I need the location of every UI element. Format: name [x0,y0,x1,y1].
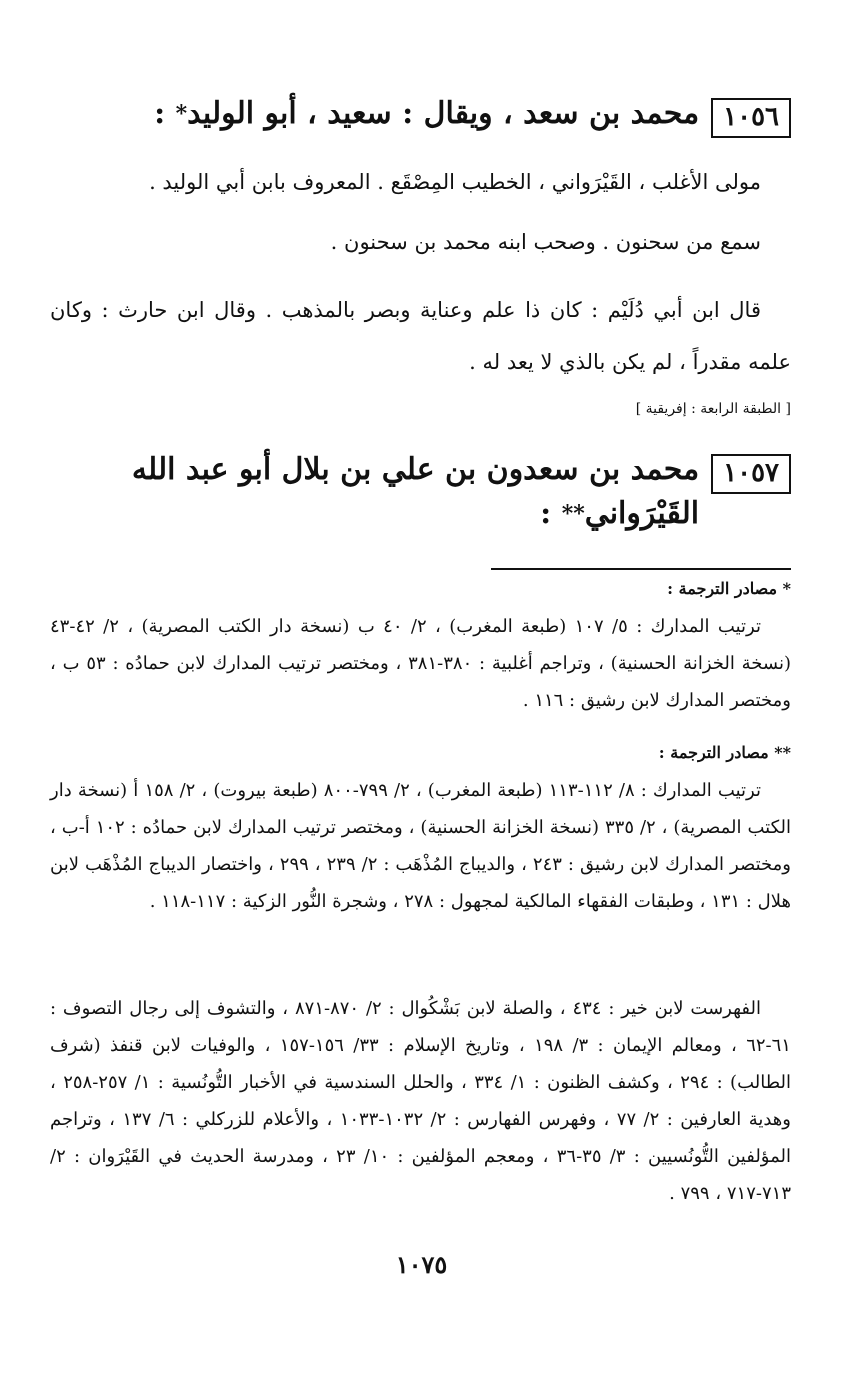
entry-1056-heading [50,92,791,138]
footnote-1-heading: * مصادر الترجمة : [667,579,791,598]
footnote-1-text: ترتيب المدارك : ٥/ ١٠٧ (طبعة المغرب) ، ٢/ ٤٠ ب (نسخة دار الكتب المصرية) ، ٢/ ٤٢-٤٣ (نسخة الخزانة الحسنية) ، وتراجم أغلبية : ٣٨٠-٣٨١ ، ومختصر ترتيب المدارك لابن حمادُه : ٥٣ ب ، ومختصر المدارك لابن رشيق : ١١٦ . [50,616,791,711]
entry-1056-paragraph-1: مولى الأغلب ، القَيْرَواني ، الخطيب المِصْقَع . المعروف بابن أبي الوليد . [149,170,761,194]
entry-title [154,92,699,136]
heading-colon: : [540,496,552,531]
entry-number-box: ١٠٥٧ [711,454,791,494]
heading-colon: : [154,96,166,131]
entry-number-box: ١٠٥٦ [711,98,791,138]
entry-title [50,448,699,536]
entry-title-text: محمد بن سعدون بن علي بن بلال أبو عبد الله القَيْرَواني [131,452,700,531]
footnote-marker: ** [561,501,585,527]
entry-1056-paragraph-3: قال ابن أبي دُلَيْم : كان ذا علم وعناية وبصر بالمذهب . وقال ابن حارث : وكان علمه مقدراً ، لم يكن بالذي لا يعد له . [50,298,791,374]
footnote-2-text: ترتيب المدارك : ٨/ ١١٢-١١٣ (طبعة المغرب) ، ٢/ ٧٩٩-٨٠٠ (طبعة بيروت) ، ٢/ ١٥٨ أ (نسخة دار الكتب المصرية) ، ٢/ ٣٣٥ (نسخة الخزانة الحسنية) ، ومختصر ترتيب المدارك لابن حمادُه : ١٠٢ أ-ب ، ومختصر المدارك لابن رشيق : ٢٤٣ ، والديباج المُذْهَب : ٢/ ٢٣٩ ، ٢٩٩ ، واختصار الديباج المُذْهَب لابن هلال : ١٣١ ، وطبقات الفقهاء المالكية لمجهول : ٢٧٨ ، وشجرة النُّور الزكية : ١١٧-١١٨ . [50,780,791,912]
entry-title-text: محمد بن سعد ، ويقال : سعيد ، أبو الوليد [187,96,700,131]
class-region-tag: [ الطبقة الرابعة : إفريقية ] [635,401,791,417]
page-number: ١٠٧٥ [395,1250,448,1279]
footnote-2-heading: ** مصادر الترجمة : [658,743,791,762]
footnote-separator [491,568,791,570]
footnote-2-text-continued: الفهرست لابن خير : ٤٣٤ ، والصلة لابن بَشْكُوال : ٢/ ٨٧٠-٨٧١ ، والتشوف إلى رجال التصوف : ٦١-٦٢ ، ومعالم الإيمان : ٣/ ١٩٨ ، وتاريخ الإسلام : ٣٣/ ١٥٦-١٥٧ ، والوفيات لابن قنفذ (شرف الطالب) : ٢٩٤ ، وكشف الظنون : ١/ ٣٣٤ ، والحلل السندسية في الأخبار التُّونُسية : ١/ ٢٥٧-٢٥٨ ، وهدية العارفين : ٢/ ٧٧ ، وفهرس الفهارس : ٢/ ١٠٣٢-١٠٣٣ ، والأعلام للزركلي : ٦/ ١٣٧ ، وتراجم المؤلفين التُّونُسيين : ٣/ ٣٥-٣٦ ، ومعجم المؤلفين : ١٠/ ٢٣ ، ومدرسة الحديث في القَيْرَوان : ٢/ ٧١٣-٧١٧ ، ٧٩٩ . [50,998,791,1204]
entry-1056-paragraph-2: سمع من سحنون . وصحب ابنه محمد بن سحنون . [330,230,761,254]
footnote-marker: * [175,101,188,127]
entry-1057-heading [50,448,791,536]
